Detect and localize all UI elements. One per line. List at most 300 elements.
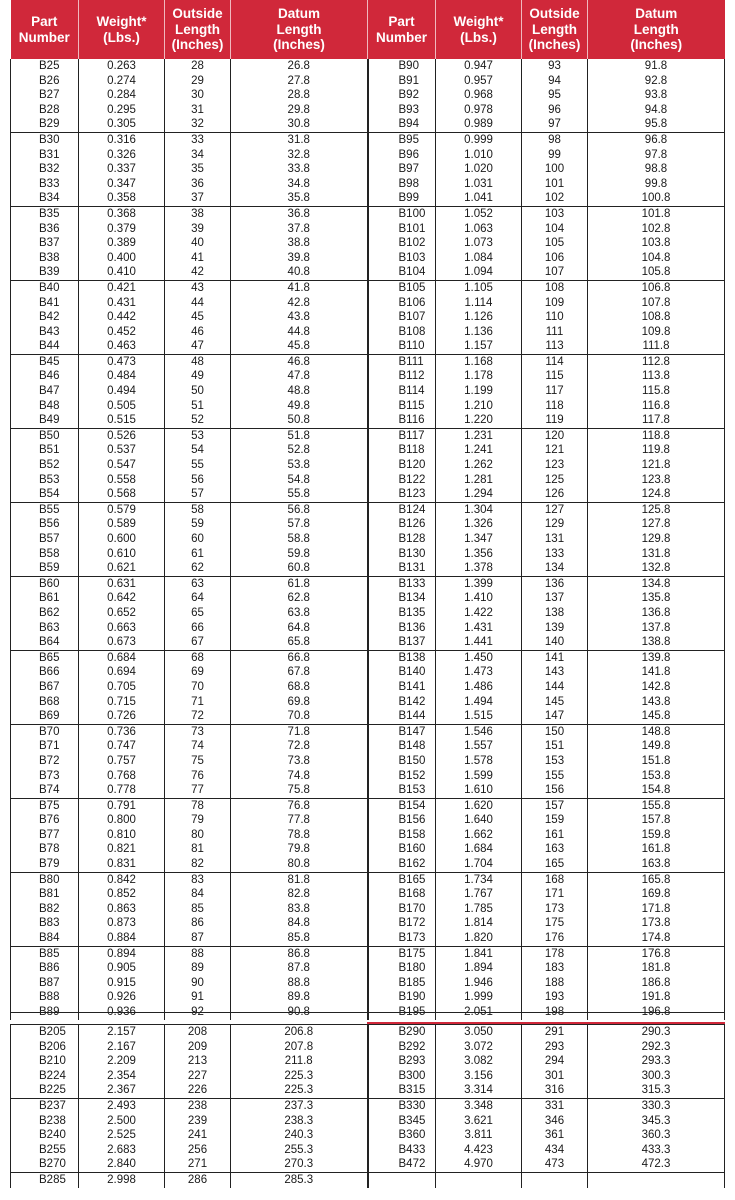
cell-part-number: B126 (368, 517, 436, 532)
cell-part-number: B67 (11, 680, 79, 695)
cell-part-number: B110 (368, 339, 436, 354)
cell-weight: 0.274 (79, 74, 165, 89)
cell-outside-length: 91 (165, 990, 231, 1005)
cell-outside-length: 85 (165, 902, 231, 917)
table-row (11, 606, 725, 621)
cell-weight: 0.484 (79, 369, 165, 384)
cell-weight: 0.589 (79, 517, 165, 532)
cell-outside-length: 291 (522, 1025, 588, 1040)
cell-outside-length: 141 (522, 650, 588, 665)
cell-datum-length: 78.8 (231, 828, 368, 843)
cell-outside-length: 82 (165, 857, 231, 872)
cell-weight: 0.715 (79, 695, 165, 710)
cell-datum-length: 30.8 (231, 117, 368, 132)
table-row (11, 1054, 725, 1069)
cell-datum-length: 50.8 (231, 413, 368, 428)
cell-part-number: B153 (368, 783, 436, 798)
table-row (11, 1083, 725, 1098)
cell-datum-length: 88.8 (231, 976, 368, 991)
cell-weight: 0.821 (79, 842, 165, 857)
cell-outside-length: 286 (165, 1172, 231, 1187)
cell-part-number: B154 (368, 798, 436, 813)
cell-datum-length: 174.8 (588, 931, 725, 946)
cell-outside-length: 111 (522, 325, 588, 340)
cell-datum-length: 41.8 (231, 280, 368, 295)
cell-datum-length: 99.8 (588, 177, 725, 192)
cell-weight: 0.778 (79, 783, 165, 798)
cell-datum-length: 28.8 (231, 88, 368, 103)
table-row (11, 1172, 725, 1187)
cell-weight (436, 1172, 522, 1187)
cell-part-number: B63 (11, 621, 79, 636)
cell-weight: 0.400 (79, 251, 165, 266)
cell-datum-length: 75.8 (231, 783, 368, 798)
table-row (11, 946, 725, 961)
table-row (11, 1025, 725, 1040)
cell-datum-length: 293.3 (588, 1054, 725, 1069)
cell-outside-length: 108 (522, 280, 588, 295)
cell-outside-length: 165 (522, 857, 588, 872)
cell-weight: 2.167 (79, 1040, 165, 1055)
cell-datum-length: 57.8 (231, 517, 368, 532)
cell-datum-length: 35.8 (231, 191, 368, 206)
cell-part-number: B35 (11, 206, 79, 221)
cell-datum-length: 38.8 (231, 236, 368, 251)
cell-outside-length: 37 (165, 191, 231, 206)
cell-outside-length: 56 (165, 473, 231, 488)
cell-datum-length: 40.8 (231, 265, 368, 280)
cell-outside-length: 94 (522, 74, 588, 89)
header-weight: Weight* (Lbs.) (436, 0, 522, 59)
cell-datum-length: 433.3 (588, 1143, 725, 1158)
cell-datum-length: 240.3 (231, 1128, 368, 1143)
cell-outside-length: 125 (522, 473, 588, 488)
cell-part-number: B150 (368, 754, 436, 769)
cell-outside-length: 293 (522, 1040, 588, 1055)
cell-outside-length: 140 (522, 635, 588, 650)
cell-part-number: B315 (368, 1083, 436, 1098)
cell-outside-length: 109 (522, 296, 588, 311)
cell-weight: 0.978 (436, 103, 522, 118)
table-row (11, 59, 725, 74)
cell-datum-length: 47.8 (231, 369, 368, 384)
cell-part-number: B47 (11, 384, 79, 399)
cell-weight: 0.410 (79, 265, 165, 280)
table-row (11, 103, 725, 118)
cell-datum-length: 360.3 (588, 1128, 725, 1143)
cell-weight: 1.231 (436, 428, 522, 443)
cell-part-number: B180 (368, 961, 436, 976)
cell-datum-length: 206.8 (231, 1025, 368, 1040)
cell-datum-length: 132.8 (588, 561, 725, 576)
cell-datum-length: 237.3 (231, 1098, 368, 1113)
cell-weight: 1.326 (436, 517, 522, 532)
cell-outside-length: 346 (522, 1114, 588, 1129)
cell-outside-length: 84 (165, 887, 231, 902)
cell-weight: 3.621 (436, 1114, 522, 1129)
belt-table-main (10, 0, 725, 1020)
cell-outside-length: 168 (522, 872, 588, 887)
table-row (11, 162, 725, 177)
table-row (11, 1040, 725, 1055)
cell-part-number: B32 (11, 162, 79, 177)
cell-weight: 1.073 (436, 236, 522, 251)
table-row (11, 650, 725, 665)
cell-outside-length: 239 (165, 1114, 231, 1129)
cell-outside-length: 30 (165, 88, 231, 103)
cell-part-number: B97 (368, 162, 436, 177)
cell-weight: 1.347 (436, 532, 522, 547)
cell-weight: 0.736 (79, 724, 165, 739)
cell-weight: 1.157 (436, 339, 522, 354)
table-row (11, 547, 725, 562)
cell-outside-length: 134 (522, 561, 588, 576)
cell-part-number: B133 (368, 576, 436, 591)
cell-outside-length: 65 (165, 606, 231, 621)
cell-datum-length: 92.8 (588, 74, 725, 89)
cell-datum-length: 211.8 (231, 1054, 368, 1069)
cell-datum-length: 94.8 (588, 103, 725, 118)
cell-part-number: B135 (368, 606, 436, 621)
belt-table-extended (10, 1024, 725, 1188)
table-row (11, 517, 725, 532)
cell-outside-length: 77 (165, 783, 231, 798)
cell-weight: 1.450 (436, 650, 522, 665)
cell-outside-length: 155 (522, 769, 588, 784)
cell-weight: 0.894 (79, 946, 165, 961)
cell-datum-length: 54.8 (231, 473, 368, 488)
cell-outside-length: 256 (165, 1143, 231, 1158)
cell-part-number: B45 (11, 354, 79, 369)
cell-datum-length: 33.8 (231, 162, 368, 177)
cell-weight: 4.970 (436, 1157, 522, 1172)
cell-datum-length: 157.8 (588, 813, 725, 828)
cell-part-number: B136 (368, 621, 436, 636)
cell-outside-length: 67 (165, 635, 231, 650)
cell-weight: 1.052 (436, 206, 522, 221)
cell-part-number: B30 (11, 132, 79, 147)
cell-weight: 0.526 (79, 428, 165, 443)
cell-datum-length: 77.8 (231, 813, 368, 828)
cell-part-number: B89 (11, 1005, 79, 1020)
cell-datum-length: 285.3 (231, 1172, 368, 1187)
cell-outside-length: 31 (165, 103, 231, 118)
table-row (11, 754, 725, 769)
cell-datum-length: 181.8 (588, 961, 725, 976)
cell-weight: 1.767 (436, 887, 522, 902)
cell-part-number: B74 (11, 783, 79, 798)
cell-datum-length: 96.8 (588, 132, 725, 147)
cell-weight: 0.537 (79, 443, 165, 458)
cell-weight: 0.999 (436, 132, 522, 147)
table-row (11, 265, 725, 280)
cell-part-number: B40 (11, 280, 79, 295)
cell-part-number: B162 (368, 857, 436, 872)
cell-outside-length: 92 (165, 1005, 231, 1020)
cell-part-number: B138 (368, 650, 436, 665)
cell-weight: 1.841 (436, 946, 522, 961)
cell-part-number: B84 (11, 931, 79, 946)
cell-outside-length: 102 (522, 191, 588, 206)
table-row (11, 354, 725, 369)
cell-outside-length: 145 (522, 695, 588, 710)
cell-part-number: B255 (11, 1143, 79, 1158)
cell-weight: 2.354 (79, 1069, 165, 1084)
table-row (11, 1157, 725, 1172)
cell-outside-length: 107 (522, 265, 588, 280)
cell-part-number: B172 (368, 916, 436, 931)
cell-datum-length: 29.8 (231, 103, 368, 118)
cell-part-number: B148 (368, 739, 436, 754)
cell-weight: 1.178 (436, 369, 522, 384)
cell-outside-length: 294 (522, 1054, 588, 1069)
cell-weight: 1.105 (436, 280, 522, 295)
table-row (11, 428, 725, 443)
cell-outside-length: 101 (522, 177, 588, 192)
cell-weight: 1.084 (436, 251, 522, 266)
cell-weight: 1.281 (436, 473, 522, 488)
cell-weight: 0.558 (79, 473, 165, 488)
cell-weight: 3.050 (436, 1025, 522, 1040)
table-row (11, 1098, 725, 1113)
cell-weight: 0.791 (79, 798, 165, 813)
cell-outside-length: 81 (165, 842, 231, 857)
cell-part-number: B116 (368, 413, 436, 428)
cell-weight: 1.734 (436, 872, 522, 887)
cell-part-number: B68 (11, 695, 79, 710)
cell-datum-length: 59.8 (231, 547, 368, 562)
cell-weight: 3.811 (436, 1128, 522, 1143)
cell-outside-length: 35 (165, 162, 231, 177)
cell-part-number: B87 (11, 976, 79, 991)
cell-outside-length: 38 (165, 206, 231, 221)
cell-weight: 0.463 (79, 339, 165, 354)
cell-outside-length: 361 (522, 1128, 588, 1143)
cell-datum-length: 123.8 (588, 473, 725, 488)
cell-datum-length: 87.8 (231, 961, 368, 976)
cell-outside-length: 175 (522, 916, 588, 931)
cell-weight: 0.873 (79, 916, 165, 931)
cell-weight: 0.473 (79, 354, 165, 369)
cell-outside-length: 115 (522, 369, 588, 384)
cell-part-number: B93 (368, 103, 436, 118)
cell-outside-length: 36 (165, 177, 231, 192)
cell-weight: 2.209 (79, 1054, 165, 1069)
cell-weight: 0.842 (79, 872, 165, 887)
cell-datum-length: 119.8 (588, 443, 725, 458)
cell-datum-length: 81.8 (231, 872, 368, 887)
table-row (11, 325, 725, 340)
cell-datum-length: 117.8 (588, 413, 725, 428)
cell-weight: 0.515 (79, 413, 165, 428)
cell-datum-length: 155.8 (588, 798, 725, 813)
cell-outside-length: 153 (522, 754, 588, 769)
cell-outside-length: 60 (165, 532, 231, 547)
cell-outside-length: 69 (165, 665, 231, 680)
table-row (11, 1114, 725, 1129)
cell-part-number: B158 (368, 828, 436, 843)
cell-part-number: B36 (11, 222, 79, 237)
cell-datum-length: 169.8 (588, 887, 725, 902)
cell-weight: 1.041 (436, 191, 522, 206)
cell-part-number: B27 (11, 88, 79, 103)
cell-part-number: B65 (11, 650, 79, 665)
cell-part-number: B92 (368, 88, 436, 103)
cell-weight: 1.114 (436, 296, 522, 311)
cell-outside-length: 238 (165, 1098, 231, 1113)
cell-weight: 0.505 (79, 399, 165, 414)
cell-weight: 1.031 (436, 177, 522, 192)
cell-part-number: B94 (368, 117, 436, 132)
cell-datum-length: 79.8 (231, 842, 368, 857)
cell-outside-length: 39 (165, 222, 231, 237)
cell-part-number: B131 (368, 561, 436, 576)
cell-weight: 3.348 (436, 1098, 522, 1113)
cell-datum-length: 90.8 (231, 1005, 368, 1020)
cell-datum-length: 148.8 (588, 724, 725, 739)
cell-weight: 0.379 (79, 222, 165, 237)
cell-outside-length: 157 (522, 798, 588, 813)
cell-outside-length: 80 (165, 828, 231, 843)
cell-outside-length: 51 (165, 399, 231, 414)
cell-part-number: B124 (368, 502, 436, 517)
header-row (11, 0, 725, 59)
cell-outside-length: 118 (522, 399, 588, 414)
cell-weight: 1.486 (436, 680, 522, 695)
cell-part-number: B37 (11, 236, 79, 251)
cell-datum-length: 173.8 (588, 916, 725, 931)
cell-datum-length: 91.8 (588, 59, 725, 74)
cell-datum-length: 115.8 (588, 384, 725, 399)
cell-datum-length: 116.8 (588, 399, 725, 414)
cell-datum-length: 100.8 (588, 191, 725, 206)
cell-part-number: B39 (11, 265, 79, 280)
cell-weight: 0.621 (79, 561, 165, 576)
cell-outside-length: 121 (522, 443, 588, 458)
cell-weight: 2.051 (436, 1005, 522, 1020)
header-weight: Weight* (Lbs.) (79, 0, 165, 59)
cell-datum-length: 300.3 (588, 1069, 725, 1084)
header-datum-length: Datum Length (Inches) (588, 0, 725, 59)
cell-weight: 1.620 (436, 798, 522, 813)
table-row (11, 769, 725, 784)
cell-datum-length: 292.3 (588, 1040, 725, 1055)
cell-outside-length: 151 (522, 739, 588, 754)
table-row (11, 561, 725, 576)
cell-weight: 1.820 (436, 931, 522, 946)
table-row (11, 339, 725, 354)
cell-outside-length: 53 (165, 428, 231, 443)
cell-datum-length: 82.8 (231, 887, 368, 902)
cell-datum-length: 36.8 (231, 206, 368, 221)
cell-datum-length: 136.8 (588, 606, 725, 621)
cell-datum-length: 106.8 (588, 280, 725, 295)
cell-weight: 0.989 (436, 117, 522, 132)
cell-datum-length: 225.3 (231, 1069, 368, 1084)
cell-weight: 0.800 (79, 813, 165, 828)
cell-weight: 1.494 (436, 695, 522, 710)
cell-weight: 0.368 (79, 206, 165, 221)
cell-weight: 1.422 (436, 606, 522, 621)
cell-outside-length: 156 (522, 783, 588, 798)
cell-datum-length: 51.8 (231, 428, 368, 443)
cell-weight: 0.263 (79, 59, 165, 74)
cell-part-number: B292 (368, 1040, 436, 1055)
cell-weight: 1.814 (436, 916, 522, 931)
cell-part-number: B41 (11, 296, 79, 311)
cell-weight: 2.500 (79, 1114, 165, 1129)
cell-datum-length: 290.3 (588, 1025, 725, 1040)
cell-part-number: B300 (368, 1069, 436, 1084)
cell-part-number: B137 (368, 635, 436, 650)
cell-part-number: B31 (11, 148, 79, 163)
cell-datum-length: 69.8 (231, 695, 368, 710)
cell-weight: 0.295 (79, 103, 165, 118)
table-row (11, 828, 725, 843)
cell-outside-length: 117 (522, 384, 588, 399)
cell-outside-length: 176 (522, 931, 588, 946)
cell-weight: 1.946 (436, 976, 522, 991)
cell-weight: 1.599 (436, 769, 522, 784)
cell-weight: 0.863 (79, 902, 165, 917)
cell-datum-length: 73.8 (231, 754, 368, 769)
cell-datum-length: 34.8 (231, 177, 368, 192)
table-row (11, 961, 725, 976)
cell-part-number: B59 (11, 561, 79, 576)
cell-weight: 1.785 (436, 902, 522, 917)
cell-weight: 0.652 (79, 606, 165, 621)
cell-part-number: B58 (11, 547, 79, 562)
cell-part-number: B156 (368, 813, 436, 828)
cell-part-number: B77 (11, 828, 79, 843)
cell-part-number: B105 (368, 280, 436, 295)
cell-datum-length: 95.8 (588, 117, 725, 132)
cell-weight: 0.452 (79, 325, 165, 340)
cell-outside-length: 68 (165, 650, 231, 665)
cell-datum-length: 98.8 (588, 162, 725, 177)
cell-datum-length: 151.8 (588, 754, 725, 769)
cell-weight: 4.423 (436, 1143, 522, 1158)
cell-part-number: B57 (11, 532, 79, 547)
cell-weight: 0.747 (79, 739, 165, 754)
cell-part-number: B85 (11, 946, 79, 961)
cell-outside-length: 40 (165, 236, 231, 251)
cell-outside-length: 138 (522, 606, 588, 621)
cell-datum-length: 31.8 (231, 132, 368, 147)
cell-part-number: B123 (368, 487, 436, 502)
cell-part-number: B330 (368, 1098, 436, 1113)
cell-weight: 0.915 (79, 976, 165, 991)
cell-part-number: B44 (11, 339, 79, 354)
cell-part-number: B98 (368, 177, 436, 192)
cell-weight: 1.356 (436, 547, 522, 562)
cell-datum-length: 196.8 (588, 1005, 725, 1020)
table-row (11, 709, 725, 724)
cell-datum-length: 97.8 (588, 148, 725, 163)
table-row (11, 487, 725, 502)
header-part-number: Part Number (11, 0, 79, 59)
cell-datum-length: 129.8 (588, 532, 725, 547)
cell-outside-length: 227 (165, 1069, 231, 1084)
cell-part-number: B96 (368, 148, 436, 163)
cell-part-number: B118 (368, 443, 436, 458)
cell-part-number: B210 (11, 1054, 79, 1069)
cell-weight: 0.358 (79, 191, 165, 206)
cell-outside-length: 72 (165, 709, 231, 724)
table-row (11, 665, 725, 680)
cell-datum-length: 225.3 (231, 1083, 368, 1098)
table-row (11, 236, 725, 251)
